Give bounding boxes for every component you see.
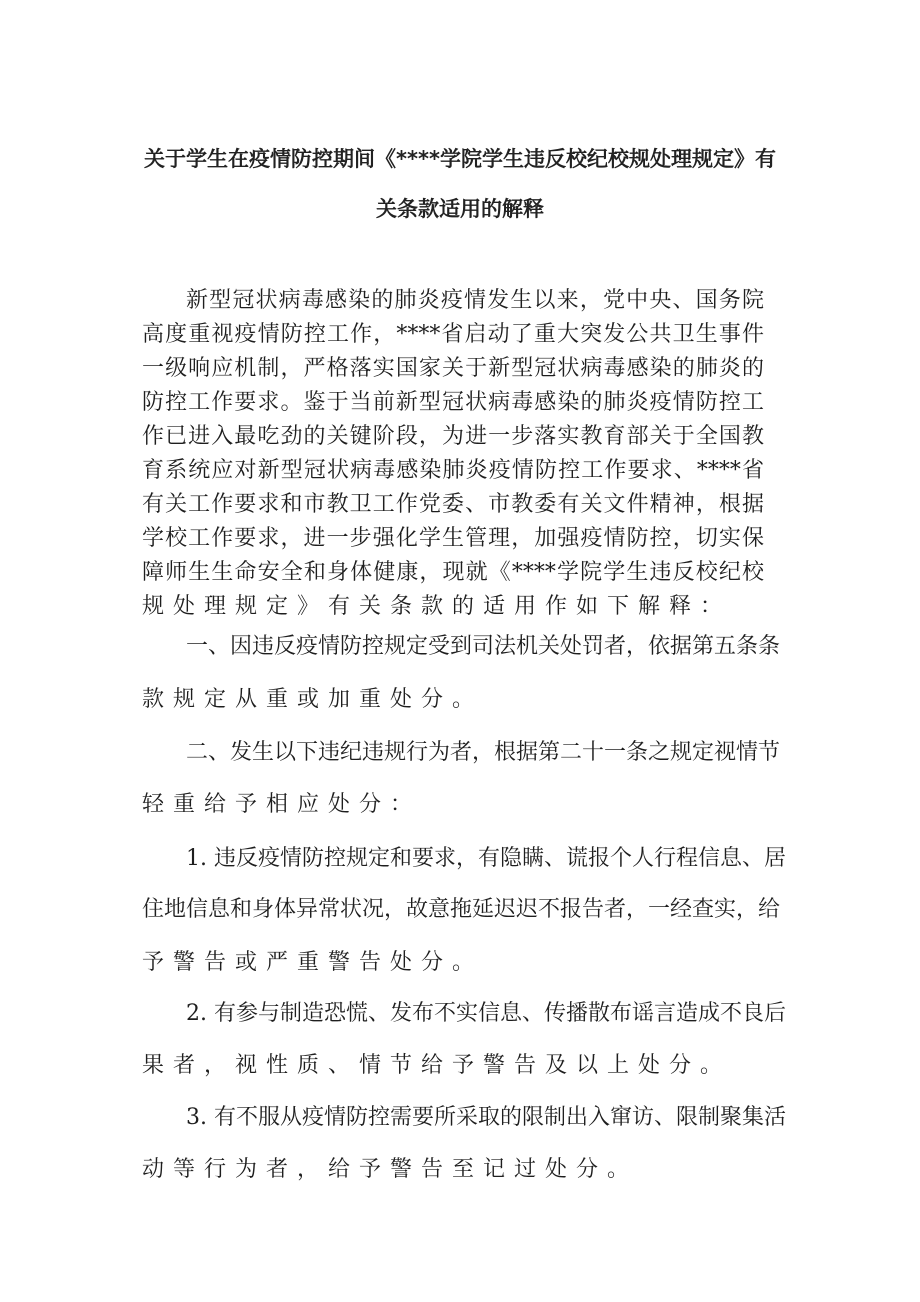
paragraph-line: 3. 有不服从疫情防控需要所采取的限制出入窜访、限制聚集活 bbox=[186, 1105, 786, 1130]
paragraph-line: 规处理规定》有关条款的适用作如下解释： bbox=[142, 594, 732, 619]
paragraph-line: 轻重给予相应处分： bbox=[142, 792, 422, 817]
paragraph-line: 2. 有参与制造恐慌、发布不实信息、传播散布谣言造成不良后 bbox=[186, 1001, 786, 1026]
paragraph-line: 作已进入最吃劲的关键阶段，为进一步落实教育部关于全国教 bbox=[142, 424, 764, 449]
paragraph-line: 一级响应机制，严格落实国家关于新型冠状病毒感染的肺炎的 bbox=[142, 356, 764, 381]
paragraph-line: 有关工作要求和市教卫工作党委、市教委有关文件精神，根据 bbox=[142, 492, 764, 517]
paragraph-line: 动等行为者，给予警告至记过处分。 bbox=[142, 1157, 639, 1182]
paragraph-line: 予警告或严重警告处分。 bbox=[142, 950, 484, 975]
paragraph-line: 住地信息和身体异常状况，故意拖延迟迟不报告者，一经查实，给 bbox=[142, 897, 781, 922]
paragraph-line: 1. 违反疫情防控规定和要求，有隐瞒、谎报个人行程信息、居 bbox=[186, 846, 786, 871]
paragraph-line: 高度重视疫情防控工作，****省启动了重大突发公共卫生事件 bbox=[142, 322, 764, 347]
paragraph-line: 二、发生以下违纪违规行为者，根据第二十一条之规定视情节 bbox=[186, 740, 781, 765]
paragraph-line: 障师生生命安全和身体健康，现就《****学院学生违反校纪校 bbox=[142, 560, 764, 585]
paragraph-line: 学校工作要求，进一步强化学生管理，加强疫情防控，切实保 bbox=[142, 526, 764, 551]
document-title-line-1: 关于学生在疫情防控期间《****学院学生违反校纪校规处理规定》有 bbox=[144, 147, 776, 171]
paragraph-line: 款规定从重或加重处分。 bbox=[142, 687, 484, 712]
paragraph-line: 育系统应对新型冠状病毒感染肺炎疫情防控工作要求、****省 bbox=[142, 458, 764, 483]
paragraph-line: 一、因违反疫情防控规定受到司法机关处罚者，依据第五条条 bbox=[186, 634, 781, 659]
paragraph-line: 果者，视性质、情节给予警告及以上处分。 bbox=[142, 1053, 732, 1078]
paragraph-line: 新型冠状病毒感染的肺炎疫情发生以来，党中央、国务院 bbox=[186, 288, 764, 313]
paragraph-line: 防控工作要求。鉴于当前新型冠状病毒感染的肺炎疫情防控工 bbox=[142, 390, 764, 415]
document-title-line-2: 关条款适用的解释 bbox=[376, 197, 544, 221]
